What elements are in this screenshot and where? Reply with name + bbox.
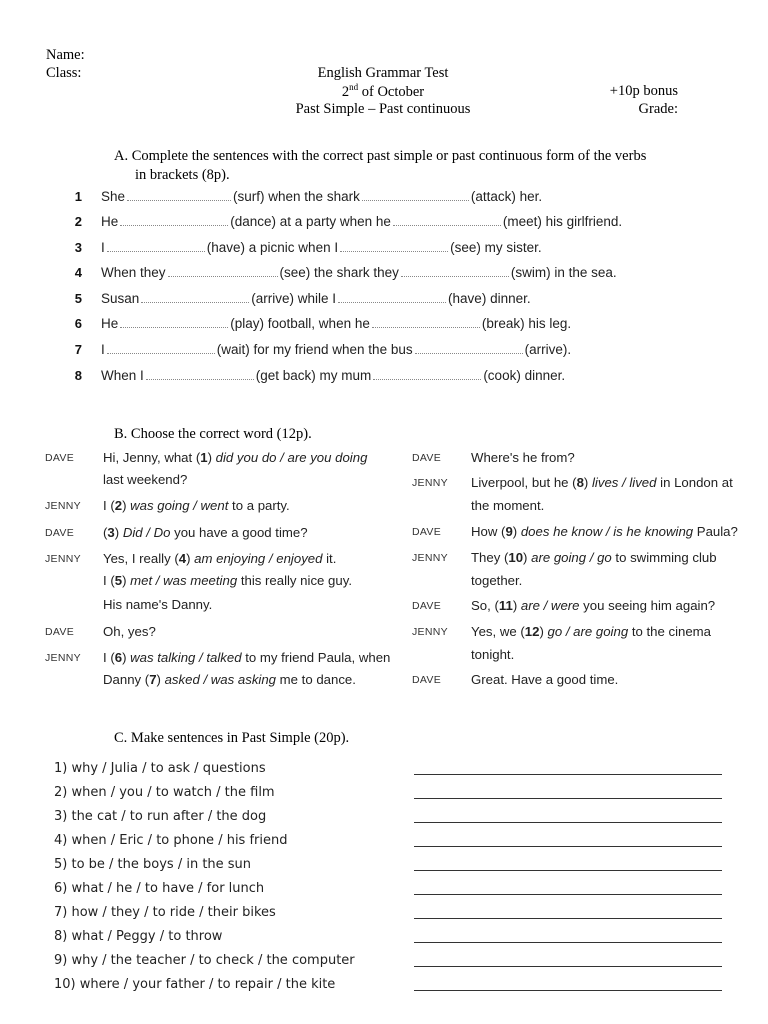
question-number: 4	[74, 265, 82, 280]
dialogue-text: I (	[103, 498, 115, 513]
test-date: 2nd of October	[341, 82, 425, 100]
answer-blank-1[interactable]	[107, 240, 205, 252]
exercise-prompt: 7) how / they / to ride / their bikes	[54, 905, 276, 920]
question-number: 5	[74, 291, 82, 306]
sentence-start: He	[101, 214, 119, 229]
question-number: 3	[74, 240, 82, 255]
exercise-prompt: 2) when / you / to watch / the film	[54, 785, 275, 800]
sentence-start: When they	[101, 265, 166, 280]
dialogue-line: tonight.	[471, 647, 515, 662]
dialogue-text: )	[512, 524, 521, 539]
answer-blank-2[interactable]	[401, 265, 509, 277]
sentence-a	[101, 291, 531, 306]
dialogue-line	[103, 525, 308, 540]
answer-blank-1[interactable]	[146, 368, 254, 380]
dialogue-text: )	[539, 624, 548, 639]
dialogue-text: Danny (	[103, 672, 150, 687]
exercise-prompt: 5) to be / the boys / in the sun	[54, 857, 252, 872]
answer-line[interactable]	[414, 822, 722, 823]
dialogue-text: )	[207, 450, 216, 465]
dialogue-text: Paula?	[693, 524, 738, 539]
dialogue-text: you seeing him again?	[579, 598, 716, 613]
dialogue-line	[471, 624, 711, 639]
item-number: 6	[114, 650, 123, 665]
speaker-label: JENNY	[45, 652, 81, 664]
answer-blank-2[interactable]	[415, 342, 523, 354]
answer-line[interactable]	[414, 918, 722, 919]
item-number: 4	[178, 551, 187, 566]
answer-line[interactable]	[414, 966, 722, 967]
sentence-end: (cook) dinner.	[483, 368, 566, 383]
answer-line[interactable]	[414, 798, 722, 799]
answer-blank-2[interactable]	[373, 368, 481, 380]
dialogue-text: )	[583, 475, 592, 490]
answer-line[interactable]	[414, 870, 722, 871]
exercise-prompt: 9) why / the teacher / to check / the computer	[54, 953, 355, 968]
test-title: English Grammar Test	[317, 65, 449, 81]
dialogue-text: So, (	[471, 598, 499, 613]
dialogue-line	[103, 450, 367, 465]
answer-blank-2[interactable]	[340, 240, 448, 252]
sentence-end: (attack) her.	[470, 189, 543, 204]
sentence-start: She	[101, 189, 126, 204]
dialogue-text: to the cinema	[628, 624, 711, 639]
dialogue-text: How (	[471, 524, 506, 539]
dialogue-text: this really nice guy.	[237, 573, 352, 588]
section-a-heading-cont: in brackets (8p).	[135, 167, 230, 183]
item-number: 2	[114, 498, 123, 513]
grade-label: Grade:	[638, 101, 678, 117]
dialogue-line: together.	[471, 573, 523, 588]
dialogue-line	[471, 475, 733, 490]
sentence-middle: (play) football, when he	[230, 316, 370, 331]
item-number: 5	[114, 573, 123, 588]
speaker-label: DAVE	[412, 452, 442, 464]
speaker-label: JENNY	[45, 553, 81, 565]
exercise-prompt: 10) where / your father / to repair / the kite	[54, 977, 336, 992]
dialogue-line: Where's he from?	[471, 450, 575, 465]
sentence-end: (have) dinner.	[448, 291, 531, 306]
dialogue-line	[103, 551, 336, 566]
sentence-middle: (see) the shark they	[279, 265, 399, 280]
dialogue-text: Yes, I really (	[103, 551, 179, 566]
answer-line[interactable]	[414, 942, 722, 943]
speaker-label: DAVE	[45, 452, 75, 464]
speaker-label: DAVE	[412, 526, 442, 538]
dialogue-line: His name's Danny.	[103, 597, 213, 612]
item-number: 3	[107, 525, 115, 540]
section-b-heading: B. Choose the correct word (12p).	[114, 426, 312, 442]
question-number: 8	[74, 368, 82, 383]
answer-options[interactable]: did you do / are you doing	[215, 450, 368, 465]
answer-blank-1[interactable]	[127, 189, 231, 201]
speaker-label: DAVE	[45, 626, 75, 638]
answer-options[interactable]: lives / lived	[591, 475, 657, 490]
class-label: Class:	[46, 65, 82, 81]
sentence-a	[101, 265, 617, 280]
dialogue-line	[103, 573, 352, 588]
dialogue-text: in London at	[656, 475, 733, 490]
answer-blank-1[interactable]	[168, 265, 278, 277]
sentence-end: (swim) in the sea.	[510, 265, 617, 280]
section-a-heading: A. Complete the sentences with the correct past simple or past continuous form of the verbs	[114, 148, 647, 164]
answer-blank-2[interactable]	[362, 189, 469, 201]
answer-line[interactable]	[414, 774, 722, 775]
answer-line[interactable]	[414, 894, 722, 895]
dialogue-line	[103, 672, 356, 687]
sentence-middle: (arrive) while I	[251, 291, 337, 306]
section-c-heading: C. Make sentences in Past Simple (20p).	[114, 730, 350, 746]
name-label: Name:	[46, 47, 85, 63]
dialogue-text: )	[122, 498, 131, 513]
sentence-middle: (surf) when the shark	[233, 189, 360, 204]
item-number: 12	[524, 624, 540, 639]
sentence-start: He	[101, 316, 119, 331]
item-number: 8	[576, 475, 584, 490]
sentence-middle: (wait) for my friend when the bus	[216, 342, 413, 357]
dialogue-text: you have a good time?	[170, 525, 308, 540]
speaker-label: JENNY	[45, 500, 81, 512]
answer-line[interactable]	[414, 846, 722, 847]
sentence-start: I	[101, 240, 105, 255]
answer-options[interactable]: are / were	[520, 598, 580, 613]
dialogue-text: me to dance.	[276, 672, 356, 687]
dialogue-text: to swimming club	[611, 550, 717, 565]
speaker-label: DAVE	[412, 674, 442, 686]
speaker-label: JENNY	[412, 626, 448, 638]
dialogue-text: They (	[471, 550, 509, 565]
dialogue-text: )	[122, 573, 131, 588]
bonus-label: +10p bonus	[609, 83, 678, 99]
answer-blank-1[interactable]	[107, 342, 215, 354]
sentence-a	[101, 240, 542, 255]
item-number: 9	[505, 524, 513, 539]
sentence-middle: (get back) my mum	[255, 368, 372, 383]
dialogue-text: Yes, we (	[471, 624, 525, 639]
exercise-prompt: 6) what / he / to have / for lunch	[54, 881, 265, 896]
answer-options[interactable]: does he know / is he knowing	[520, 524, 694, 539]
sentence-middle: (have) a picnic when I	[206, 240, 339, 255]
answer-blank-2[interactable]	[393, 214, 501, 226]
question-number: 1	[74, 189, 82, 204]
item-number: 1	[200, 450, 208, 465]
answer-line[interactable]	[414, 990, 722, 991]
answer-blank-2[interactable]	[338, 291, 446, 303]
item-number: 10	[508, 550, 524, 565]
item-number: 7	[149, 672, 157, 687]
sentence-end: (break) his leg.	[481, 316, 572, 331]
speaker-label: JENNY	[412, 477, 448, 489]
dialogue-line	[471, 550, 717, 565]
dialogue-line: last weekend?	[103, 472, 188, 487]
sentence-end: (see) my sister.	[450, 240, 542, 255]
exercise-prompt: 4) when / Eric / to phone / his friend	[54, 833, 288, 848]
dialogue-text: (	[103, 525, 108, 540]
sentence-start: I	[101, 342, 105, 357]
dialogue-line	[103, 498, 290, 513]
question-number: 6	[74, 316, 82, 331]
sentence-middle: (dance) at a party when he	[230, 214, 391, 229]
answer-blank-2[interactable]	[372, 316, 480, 328]
dialogue-line	[103, 650, 390, 665]
answer-options[interactable]: asked / was asking	[164, 672, 277, 687]
answer-options[interactable]: was talking / talked	[130, 650, 242, 665]
dialogue-text: Oh, yes?	[103, 624, 156, 639]
dialogue-text: Liverpool, but he (	[471, 475, 577, 490]
exercise-prompt: 3) the cat / to run after / the dog	[54, 809, 267, 824]
sentence-a	[101, 189, 542, 204]
question-number: 2	[74, 214, 82, 229]
dialogue-text: Hi, Jenny, what (	[103, 450, 201, 465]
dialogue-line: the moment.	[471, 498, 545, 513]
test-subtitle: Past Simple – Past continuous	[295, 101, 471, 117]
sentence-start: Susan	[101, 291, 140, 306]
dialogue-text: )	[523, 550, 532, 565]
dialogue-text: to a party.	[228, 498, 290, 513]
answer-blank-1[interactable]	[120, 316, 228, 328]
answer-options[interactable]: am enjoying / enjoyed	[194, 551, 323, 566]
sentence-start: When I	[101, 368, 144, 383]
sentence-a	[101, 316, 571, 331]
speaker-label: JENNY	[412, 552, 448, 564]
dialogue-text: )	[156, 672, 165, 687]
dialogue-text: I (	[103, 573, 115, 588]
sentence-a	[101, 214, 622, 229]
dialogue-line	[471, 598, 715, 613]
dialogue-text: )	[122, 650, 131, 665]
dialogue-text: to my friend Paula, when	[241, 650, 391, 665]
answer-options[interactable]: met / was meeting	[130, 573, 238, 588]
answer-blank-1[interactable]	[120, 214, 228, 226]
exercise-prompt: 1) why / Julia / to ask / questions	[54, 761, 266, 776]
dialogue-text: )	[114, 525, 123, 540]
dialogue-text: )	[512, 598, 521, 613]
sentence-a	[101, 342, 571, 357]
dialogue-text: )	[186, 551, 195, 566]
sentence-end: (arrive).	[524, 342, 572, 357]
dialogue-line	[471, 524, 738, 539]
answer-options[interactable]: go / are going	[547, 624, 629, 639]
answer-blank-1[interactable]	[141, 291, 249, 303]
sentence-end: (meet) his girlfriend.	[502, 214, 623, 229]
answer-options[interactable]: are going / go	[531, 550, 612, 565]
question-number: 7	[74, 342, 82, 357]
dialogue-line: Great. Have a good time.	[471, 672, 619, 687]
exercise-prompt: 8) what / Peggy / to throw	[54, 929, 223, 944]
dialogue-line	[103, 624, 156, 639]
dialogue-text: I (	[103, 650, 115, 665]
item-number: 11	[498, 598, 513, 613]
speaker-label: DAVE	[412, 600, 442, 612]
speaker-label: DAVE	[45, 527, 75, 539]
dialogue-text: it.	[322, 551, 337, 566]
answer-options[interactable]: was going / went	[130, 498, 229, 513]
sentence-a	[101, 368, 565, 383]
answer-options[interactable]: Did / Do	[122, 525, 171, 540]
